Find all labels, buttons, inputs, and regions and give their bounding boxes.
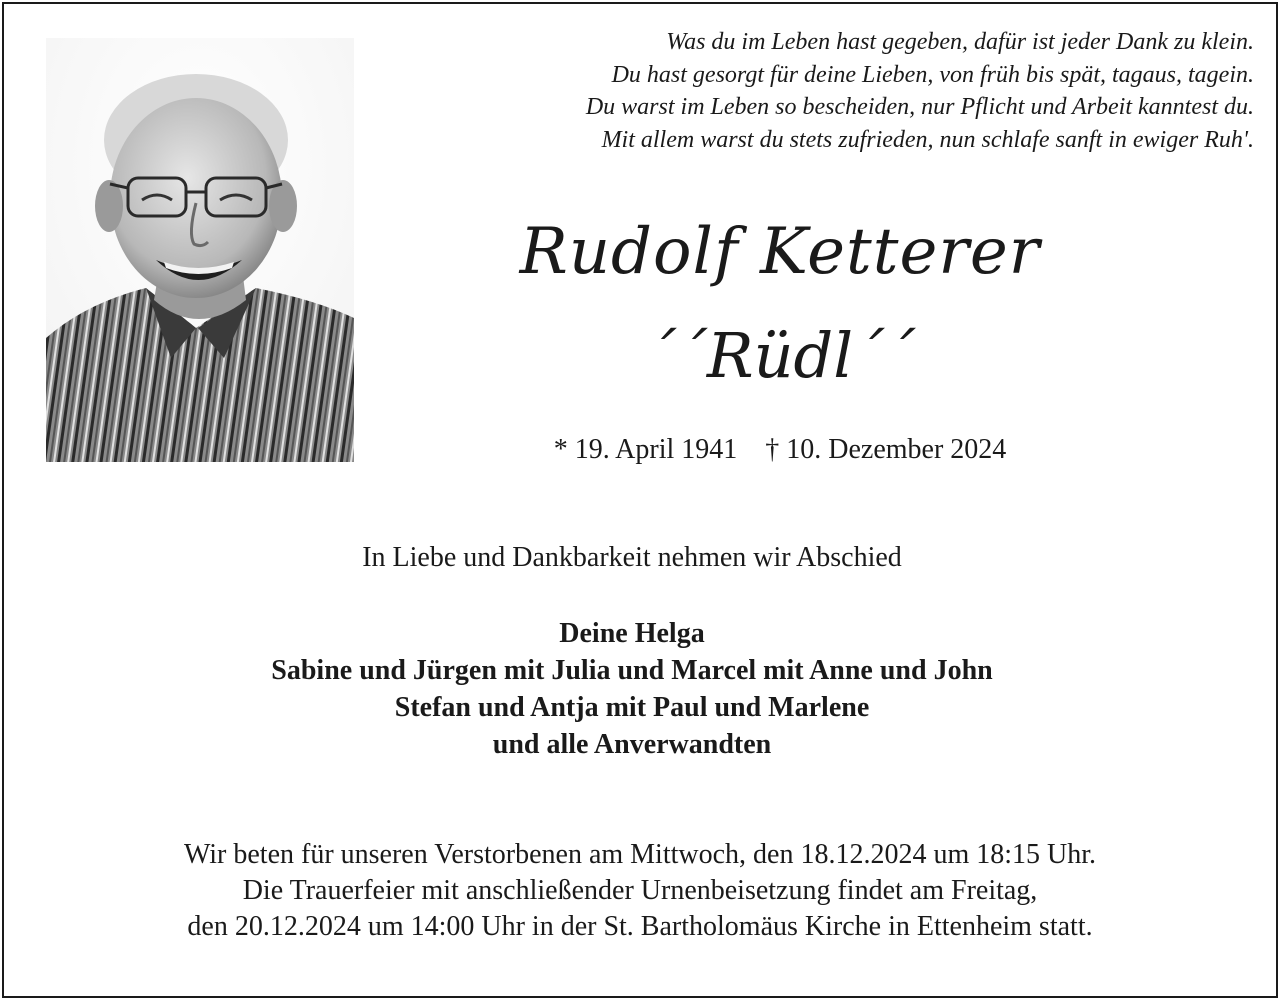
service-line: den 20.12.2024 um 14:00 Uhr in der St. Bartholomäus Kirche in Ettenheim statt.	[187, 911, 1093, 942]
service-line: Die Trauerfeier mit anschließender Urnenbeisetzung findet am Freitag,	[242, 875, 1038, 906]
family-line: Deine Helga	[559, 618, 705, 649]
family-line: Stefan und Antja mit Paul und Marlene	[394, 692, 870, 723]
poem-line: Du hast gesorgt für deine Lieben, von früh bis spät, tagaus, tagein.	[611, 61, 1254, 88]
birth-date: * 19. April 1941	[553, 434, 738, 465]
service-line: Wir beten für unseren Verstorbenen am Mittwoch, den 18.12.2024 um 18:15 Uhr.	[183, 839, 1097, 870]
service-details	[0, 837, 1280, 945]
deceased-name: Rudolf Ketterer	[519, 215, 1041, 289]
death-date: † 10. Dezember 2024	[765, 434, 1007, 465]
farewell-text: In Liebe und Dankbarkeit nehmen wir Abschied	[362, 542, 902, 573]
family-line: Sabine und Jürgen mit Julia und Marcel mit Anne und John	[271, 655, 993, 686]
family-list	[0, 615, 1264, 763]
memorial-poem	[394, 26, 1254, 156]
portrait-photo	[46, 38, 354, 462]
poem-line: Du warst im Leben so bescheiden, nur Pflicht und Arbeit kanntest du.	[585, 94, 1254, 120]
family-line: und alle Anverwandten	[492, 729, 772, 760]
poem-line: Was du im Leben hast gegeben, dafür ist jeder Dank zu klein.	[666, 29, 1254, 55]
poem-line: Mit allem warst du stets zufrieden, nun schlafe sanft in ewiger Ruh'.	[601, 126, 1254, 153]
deceased-nickname: ´´Rüdl´´	[644, 319, 916, 392]
life-dates	[380, 432, 1180, 468]
